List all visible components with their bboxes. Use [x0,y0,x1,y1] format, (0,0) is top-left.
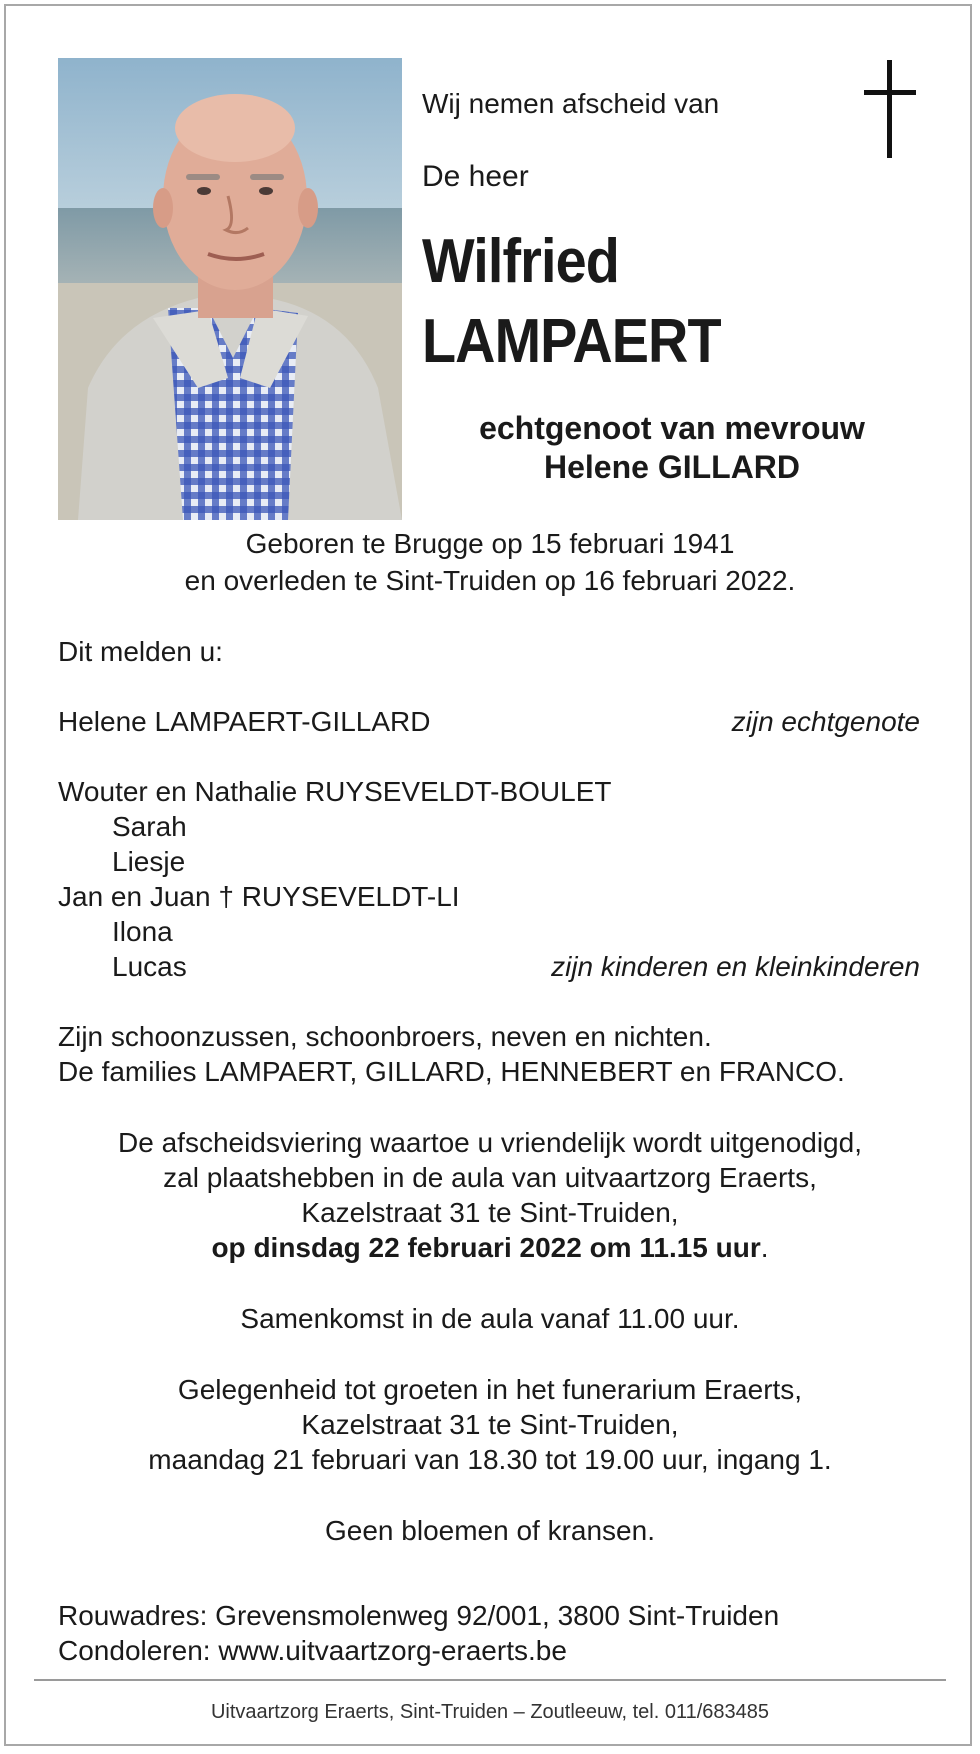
ceremony-date-end: . [760,1232,769,1263]
visitation-line-2: Kazelstraat 31 te Sint-Truiden, [301,1409,679,1440]
portrait-photo [58,58,402,520]
ceremony-date [0,1232,980,1264]
spouse-line-2: Helene GILLARD [543,449,801,485]
grandchild-1: Sarah [112,811,187,842]
ceremony-line-1: De afscheidsviering waartoe u vriendelijk wordt uitgenodigd, [118,1127,862,1158]
ceremony-line-2: zal plaatshebben in de aula van uitvaartzorg Eraerts, [163,1162,817,1193]
flowers-note: Geen bloemen of kransen. [325,1515,655,1546]
deceased-first-name: Wilfried [422,227,619,296]
child-line-1: Wouter en Nathalie RUYSEVELDT-BOULET [58,776,612,807]
grandchild-2: Liesje [112,846,186,877]
in-laws-line: Zijn schoonzussen, schoonbroers, neven en nichten. [58,1021,712,1052]
gathering-line: Samenkomst in de aula vanaf 11.00 uur. [240,1303,740,1334]
ceremony-date-bold: op dinsdag 22 februari 2022 om 11.15 uur [211,1232,761,1263]
announcement-text: Dit melden u: [58,636,223,667]
ceremony-line-3: Kazelstraat 31 te Sint-Truiden, [301,1197,679,1228]
birth-line: Geboren te Brugge op 15 februari 1941 [245,528,735,559]
death-line: en overleden te Sint-Truiden op 16 februari 2022. [184,565,796,596]
visitation-line-3: maandag 21 februari van 18.30 tot 19.00 uur, ingang 1. [148,1444,832,1475]
grandchild-4: Lucas [112,951,187,982]
footer-divider [34,1679,946,1681]
salutation: De heer [422,160,529,193]
spouse-line-1: echtgenoot van mevrouw [479,410,865,446]
children-role: zijn kinderen en kleinkinderen [551,951,920,982]
latin-cross-icon [860,60,920,160]
child-line-2: Jan en Juan † RUYSEVELDT-LI [58,881,460,912]
footer-text: Uitvaartzorg Eraerts, Sint-Truiden – Zoutleeuw, tel. 011/683485 [210,1701,770,1723]
intro-text: Wij nemen afscheid van [422,88,720,119]
visitation-line-1: Gelegenheid tot groeten in het funerarium Eraerts, [177,1374,803,1405]
grandchild-3: Ilona [112,916,173,947]
deceased-last-name: LAMPAERT [422,307,721,376]
wife-name: Helene LAMPAERT-GILLARD [58,706,431,737]
families-line: De families LAMPAERT, GILLARD, HENNEBERT en FRANCO. [58,1056,845,1087]
wife-role: zijn echtgenote [731,706,920,737]
mourning-address: Rouwadres: Grevensmolenweg 92/001, 3800 Sint-Truiden [58,1600,780,1631]
condolence-link[interactable]: Condoleren: www.uitvaartzorg-eraerts.be [58,1635,567,1666]
